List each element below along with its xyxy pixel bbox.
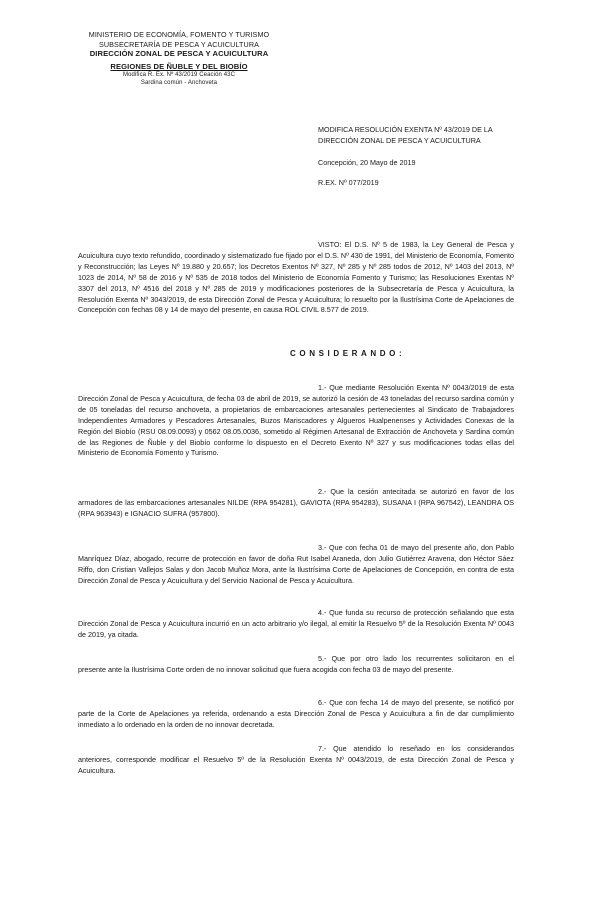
- paragraph-text: 3.- Que con fecha 01 de mayo del presente año, don Pablo Manríquez Díaz, abogado, recurre de protección en favor de doña Rut Isabel Araneda, don Julio Gutiérrez Aravena, don Héctor Sáez Riffo, don Cristian Vallejos Salas y don Jacob Muñoz Mora, ante la Ilustrísima Corte de Apelaciones de Concepción, en contra de esta Dirección Zonal de Pesca y Acuicultura y del Servicio Nacional de Pesca y Acuicultura.: [78, 543, 514, 585]
- visto-paragraph: [78, 240, 514, 316]
- ministry-line: MINISTERIO DE ECONOMÍA, FOMENTO Y TURISMO: [88, 30, 270, 39]
- letterhead: [74, 30, 284, 87]
- resource-line: Sardina común - Anchoveta: [140, 80, 218, 87]
- paragraph-text: 7.- Que atendido lo reseñado en los considerandos anteriores, corresponde modificar el Resuelvo 5º de la Resolución Exenta Nº 0043/2019, de esta Dirección Zonal de Pesca y Acuicultura.: [78, 744, 514, 775]
- reference-title: MODIFICA RESOLUCIÓN EXENTA Nº 43/2019 DE LA DIRECCIÓN ZONAL DE PESCA Y ACUICULTURA: [318, 125, 493, 145]
- regions-line: REGIONES DE ÑUBLE Y DEL BIOBÍO: [110, 61, 248, 71]
- paragraph-2: [78, 487, 514, 520]
- resolution-number: R.EX. Nº 077/2019: [318, 178, 379, 187]
- document-date: Concepción, 20 Mayo de 2019: [318, 158, 416, 167]
- paragraph-text: 1.- Que mediante Resolución Exenta Nº 0043/2019 de esta Dirección Zonal de Pesca y Acuicultura, de fecha 03 de abril de 2019, se autorizó la cesión de 43 toneladas del recurso sardina común y de 05 toneladas del recurso anchoveta, a propietarios de embarcaciones artesanales pertenecientes al Sindicato de Trabajadores Independientes Armadores y Pescadores Artesanales, Buzos Mariscadores y Algueros Hualpenenses y Actividades Conexas de la Región del Biobío (RSU 08.09.0093) y 0562 08.05.0036, sometido al Régimen Artesanal de Extracción de Anchoveta y Sardina común de las Regiones de Ñuble y del Biobío conforme lo dispuesto en el Decreto Exento Nº 327 y sus modificaciones todas ellas del Ministerio de Economía Fomento y Turismo.: [78, 383, 514, 458]
- paragraph-text: 4.- Que funda su recurso de protección señalando que esta Dirección Zonal de Pesca y Acuicultura incurrió en un acto arbitrario y/o ilegal, al emitir la Resuelvo 5º de la Resolución Exenta Nº 0043 de 2019, ya citada.: [78, 608, 514, 639]
- paragraph-7: [78, 744, 514, 777]
- directorate-line: DIRECCIÓN ZONAL DE PESCA Y ACUICULTURA: [89, 49, 269, 59]
- considerando-heading: CONSIDERANDO:: [290, 349, 406, 358]
- visto-text: VISTO: El D.S. Nº 5 de 1983, la Ley General de Pesca y Acuicultura cuyo texto refundido, coordinado y sistematizado fue fijado por el D.S. Nº 430 de 1991, del Ministerio de Economía, Fomento y Reconstrucción; las Leyes Nº 19.880 y 20.657; los Decretos Exentos Nº 327, Nº 285 y Nº 285 todos de 2012, Nº 1403 del 2013, Nº 1023 de 2014, Nº 58 de 2016 y Nº 535 de 2018 todos del Ministerio de Economía Fomento y Turismo; las Resoluciones Exentas Nº 3307 del 2013, Nº 4516 del 2018 y Nº 285 de 2019 y modificaciones posteriores de la Subsecretaría de Pesca y Acuicultura, la Resolución Exenta Nº 3043/2019, de esta Dirección Zonal de Pesca y Acuicultura; lo resuelto por la Ilustrísima Corte de Apelaciones de Concepción con fechas 08 y 14 de mayo del presente, en causa ROL CIVIL 8.577 de 2019.: [78, 240, 514, 315]
- paragraph-4: [78, 608, 514, 641]
- subject-line: Modifica R. Ex. Nº 43/2019 Ceación 43C: [122, 72, 236, 79]
- subsecretary-line: SUBSECRETARÍA DE PESCA Y ACUICULTURA: [98, 39, 260, 49]
- paragraph-1: [78, 383, 514, 459]
- paragraph-text: 2.- Que la cesión antecitada se autorizó en favor de los armadores de las embarcaciones artesanales NILDE (RPA 954281), GAVIOTA (RPA 954283), SUSANA I (RPA 967542), LEANDRA OS (RPA 963943) e IGNACIO SUFRA (957800).: [78, 487, 514, 518]
- paragraph-text: 5.- Que por otro lado los recurrentes solicitaron en el presente ante la Ilustrísima Corte orden de no innovar solicitud que fuera acogida con fecha 03 de mayo del presente.: [78, 654, 514, 674]
- paragraph-5: [78, 654, 514, 676]
- paragraph-6: [78, 698, 514, 731]
- paragraph-text: 6.- Que con fecha 14 de mayo del presente, se notificó por parte de la Corte de Apelaciones ya referida, ordenando a esta Dirección Zonal de Pesca y Acuicultura a fin de dar cumplimiento inmediato a lo ordenado en la orden de no innovar decretada.: [78, 698, 514, 729]
- paragraph-3: [78, 543, 514, 587]
